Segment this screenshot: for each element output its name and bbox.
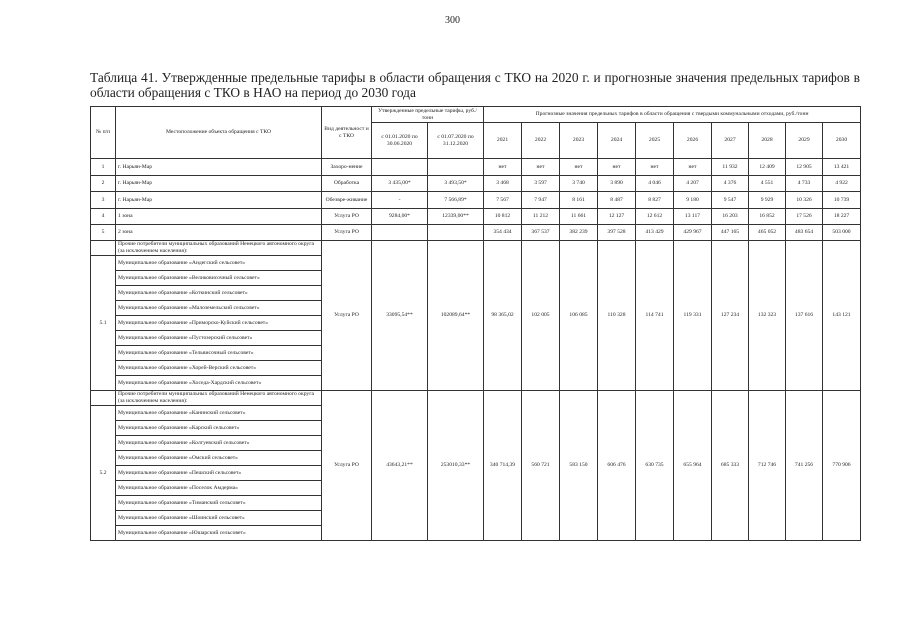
row-forecast-value: 465 052: [749, 225, 786, 241]
group-item: Муниципальное образование «Юшарский сельсовет»: [116, 526, 322, 541]
header-location: Местоположение объекта обращения с ТКО: [116, 107, 322, 159]
row-forecast-value: 11 212: [522, 209, 560, 225]
row-forecast-value: 11 932: [712, 159, 749, 176]
header-year: 2030: [823, 123, 861, 159]
group-num-blank: [91, 241, 116, 256]
row-forecast-value: 397 528: [598, 225, 636, 241]
group-header: Прочие потребители муниципальных образований Ненецкого автономного округа (за исключением населения):: [116, 391, 322, 406]
group-forecast-value: 127 234: [712, 241, 749, 391]
header-row: [91, 107, 861, 123]
group-forecast-value: 655 964: [674, 391, 712, 541]
group-item: Муниципальное образование «Тиманский сельсовет»: [116, 496, 322, 511]
group-forecast-value: 110 328: [598, 241, 636, 391]
row-forecast-value: 8 487: [598, 192, 636, 209]
row-num: 2: [91, 176, 116, 192]
row-location: 2 зона: [116, 225, 322, 241]
group-item: Муниципальное образование «Карский сельсовет»: [116, 421, 322, 436]
row-num: 5: [91, 225, 116, 241]
page-number: 300: [445, 15, 460, 26]
header-year: 2028: [749, 123, 786, 159]
row-activity: Услуга РО: [322, 209, 372, 225]
table-row: [91, 176, 861, 192]
row-tariff-1: 3 435,00*: [372, 176, 428, 192]
group-forecast-value: 606 476: [598, 391, 636, 541]
header-num: № п/п: [91, 107, 116, 159]
row-forecast-value: 12 612: [636, 209, 674, 225]
group-item: Муниципальное образование «Великовисочный сельсовет»: [116, 271, 322, 286]
row-forecast-value: 17 526: [786, 209, 823, 225]
group-item: Муниципальное образование «Хоседа-Хардский сельсовет»: [116, 376, 322, 391]
row-tariff-2: 12339,00**: [428, 209, 484, 225]
header-year: 2029: [786, 123, 823, 159]
row-forecast-value: 4 922: [823, 176, 861, 192]
group-forecast-value: 741 256: [786, 391, 823, 541]
row-forecast-value: нет: [522, 159, 560, 176]
group-forecast-value: 106 085: [560, 241, 598, 391]
row-forecast-value: 12 127: [598, 209, 636, 225]
row-forecast-value: 7 567: [484, 192, 522, 209]
row-activity: Обезвре-живание: [322, 192, 372, 209]
row-forecast-value: нет: [674, 159, 712, 176]
row-forecast-value: 16 203: [712, 209, 749, 225]
row-forecast-value: 8 827: [636, 192, 674, 209]
row-forecast-value: 12 409: [749, 159, 786, 176]
group-activity: Услуга РО: [322, 241, 372, 391]
group-item: Муниципальное образование «Приморско-Куйский сельсовет»: [116, 316, 322, 331]
group-forecast-value: 114 741: [636, 241, 674, 391]
group-item: Муниципальное образование «Поселок Амдерма»: [116, 481, 322, 496]
header-period-2: с 01.07.2020 по 31.12.2020: [428, 123, 484, 159]
row-forecast-value: 483 654: [786, 225, 823, 241]
row-forecast-value: 16 852: [749, 209, 786, 225]
group-forecast-value: 340 714,39: [484, 391, 522, 541]
group-forecast-value: 132 323: [749, 241, 786, 391]
group-item: Муниципальное образование «Коткинский сельсовет»: [116, 286, 322, 301]
row-forecast-value: 413 429: [636, 225, 674, 241]
row-forecast-value: 10 739: [823, 192, 861, 209]
row-tariff-2: 7 566,89*: [428, 192, 484, 209]
row-num: 4: [91, 209, 116, 225]
row-forecast-value: 3 740: [560, 176, 598, 192]
row-activity: Обработка: [322, 176, 372, 192]
row-tariff-2: [428, 225, 484, 241]
row-forecast-value: нет: [484, 159, 522, 176]
group-item: Муниципальное образование «Шоинский сельсовет»: [116, 511, 322, 526]
row-forecast-value: 354 434: [484, 225, 522, 241]
row-forecast-value: 3 597: [522, 176, 560, 192]
table-row: [91, 192, 861, 209]
row-tariff-2: 3 493,50*: [428, 176, 484, 192]
row-num: 1: [91, 159, 116, 176]
row-tariff-1: 9284,00*: [372, 209, 428, 225]
row-location: 1 зона: [116, 209, 322, 225]
group-forecast-value: 583 150: [560, 391, 598, 541]
header-year: 2025: [636, 123, 674, 159]
row-location: г. Нарьян-Мар: [116, 192, 322, 209]
group-forecast-value: 712 746: [749, 391, 786, 541]
row-forecast-value: 10 812: [484, 209, 522, 225]
group-num: 5.1: [91, 256, 116, 391]
row-forecast-value: 447 165: [712, 225, 749, 241]
row-forecast-value: 12 905: [786, 159, 823, 176]
header-activity: Вид деятельност и с ТКО: [322, 107, 372, 159]
row-tariff-1: [372, 159, 428, 176]
row-activity: Захоро-нение: [322, 159, 372, 176]
row-tariff-2: [428, 159, 484, 176]
row-forecast-value: 18 227: [823, 209, 861, 225]
group-item: Муниципальное образование «Малоземельский сельсовет»: [116, 301, 322, 316]
row-forecast-value: 7 947: [522, 192, 560, 209]
group-tariff-1: 43643,21**: [372, 391, 428, 541]
row-forecast-value: нет: [560, 159, 598, 176]
row-forecast-value: 4 376: [712, 176, 749, 192]
row-forecast-value: 382 239: [560, 225, 598, 241]
row-forecast-value: 9 180: [674, 192, 712, 209]
row-forecast-value: 10 326: [786, 192, 823, 209]
group-item: Муниципальное образование «Андегский сельсовет»: [116, 256, 322, 271]
header-year: 2021: [484, 123, 522, 159]
group-item: Муниципальное образование «Пустозерский сельсовет»: [116, 331, 322, 346]
header-forecast: Прогнозные значения предельных тарифов в области обращения с твердыми коммунальными отходами, руб./тонн: [484, 107, 861, 123]
row-activity: Услуга РО: [322, 225, 372, 241]
group-forecast-value: 630 735: [636, 391, 674, 541]
table-row: [91, 159, 861, 176]
group-header-row: [91, 241, 861, 256]
table-row: [91, 209, 861, 225]
row-forecast-value: 9 547: [712, 192, 749, 209]
group-tariff-2: 253010,33**: [428, 391, 484, 541]
header-year: 2026: [674, 123, 712, 159]
group-item: Муниципальное образование «Хорей-Верский сельсовет»: [116, 361, 322, 376]
group-item: Муниципальное образование «Омский сельсовет»: [116, 451, 322, 466]
group-forecast-value: 102 005: [522, 241, 560, 391]
header-year: 2024: [598, 123, 636, 159]
row-location: г. Нарьян-Мар: [116, 159, 322, 176]
group-item: Муниципальное образование «Пешский сельсовет»: [116, 466, 322, 481]
row-forecast-value: 4 551: [749, 176, 786, 192]
table-row: [91, 225, 861, 241]
row-forecast-value: 4 733: [786, 176, 823, 192]
row-forecast-value: 503 000: [823, 225, 861, 241]
group-forecast-value: 685 333: [712, 391, 749, 541]
header-period-1: с 01.01.2020 по 30.06.2020: [372, 123, 428, 159]
tariff-table: [90, 106, 861, 541]
group-num: 5.2: [91, 406, 116, 541]
row-forecast-value: нет: [598, 159, 636, 176]
group-tariff-2: 102089,64**: [428, 241, 484, 391]
row-forecast-value: 8 161: [560, 192, 598, 209]
row-forecast-value: 367 537: [522, 225, 560, 241]
row-forecast-value: 11 661: [560, 209, 598, 225]
group-item: Муниципальное образование «Тельвисочный сельсовет»: [116, 346, 322, 361]
group-activity: Услуга РО: [322, 391, 372, 541]
row-forecast-value: 13 421: [823, 159, 861, 176]
group-forecast-value: 143 121: [823, 241, 861, 391]
row-tariff-1: [372, 225, 428, 241]
row-forecast-value: 3 890: [598, 176, 636, 192]
row-forecast-value: 3 468: [484, 176, 522, 192]
row-forecast-value: 13 117: [674, 209, 712, 225]
row-forecast-value: 4 207: [674, 176, 712, 192]
group-forecast-value: 137 616: [786, 241, 823, 391]
group-forecast-value: 98 365,02: [484, 241, 522, 391]
row-forecast-value: нет: [636, 159, 674, 176]
row-forecast-value: 429 967: [674, 225, 712, 241]
group-forecast-value: 770 906: [823, 391, 861, 541]
group-forecast-value: 119 331: [674, 241, 712, 391]
row-num: 3: [91, 192, 116, 209]
row-location: г. Нарьян-Мар: [116, 176, 322, 192]
group-item: Муниципальное образование «Канинский сельсовет»: [116, 406, 322, 421]
header-year: 2022: [522, 123, 560, 159]
group-header-row: [91, 391, 861, 406]
group-tariff-1: 33095,54**: [372, 241, 428, 391]
group-header: Прочие потребители муниципальных образований Ненецкого автономного округа (за исключением населения):: [116, 241, 322, 256]
row-forecast-value: 4 046: [636, 176, 674, 192]
header-year: 2027: [712, 123, 749, 159]
header-approved: Утвержденные предельные тарифы, руб./тонн: [372, 107, 484, 123]
group-num-blank: [91, 391, 116, 406]
group-forecast-value: 560 721: [522, 391, 560, 541]
table-title: Таблица 41. Утвержденные предельные тарифы в области обращения с ТКО на 2020 г. и прогнозные значения предельных тарифов в области обращения с ТКО в НАО на период до 2030 года: [90, 70, 860, 100]
row-forecast-value: 9 929: [749, 192, 786, 209]
row-tariff-1: -: [372, 192, 428, 209]
header-year: 2023: [560, 123, 598, 159]
group-item: Муниципальное образование «Колгуевский сельсовет»: [116, 436, 322, 451]
